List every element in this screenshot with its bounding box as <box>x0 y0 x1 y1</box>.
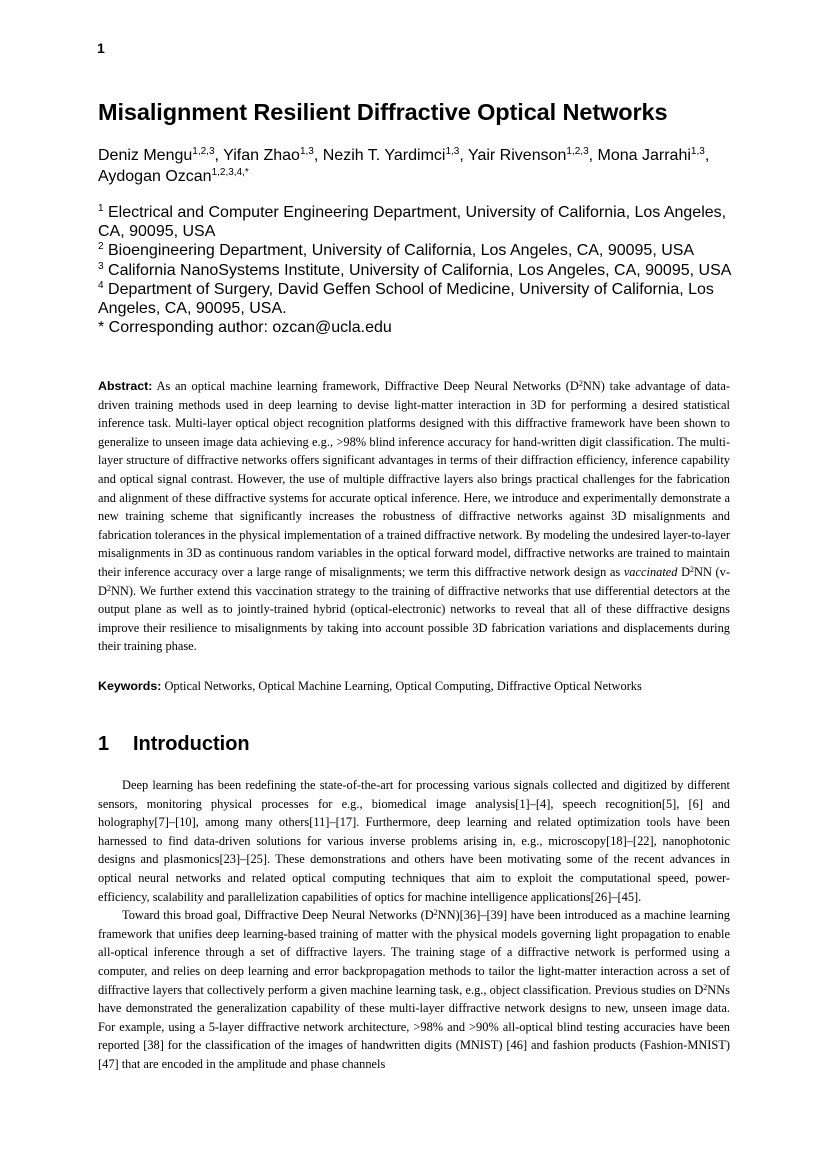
affiliation: $^3$ California NanoSystems Institute, University of California, Los Angeles, CA, 90095, USA <box>98 260 732 279</box>
paper-title: Misalignment Resilient Diffractive Optical Networks <box>98 99 668 125</box>
page-number: 1 <box>97 40 105 56</box>
author: Mona Jarrahi$^{1,3}$, <box>597 146 710 164</box>
introduction-body <box>98 776 730 1074</box>
keywords-label: Keywords: <box>98 679 162 693</box>
corresponding-author: * Corresponding author: ozcan@ucla.edu <box>98 319 392 337</box>
abstract: Abstract: As an optical machine learning framework, Diffractive Deep Neural Networks $(D^2NN)$ take advantage of data-driven training methods used in deep learning to devise light-matter interaction in 3D for performing a desired statistical inference task. Multi-layer optical object recognition platforms designed with this diffractive framework have been shown to generalize to unseen image data achieving e.g., >98% blind inference accuracy for hand-written digit classification. The multi-layer structure of diffractive networks offers significant advantages in terms of their diffraction efficiency, inference capability and optical signal contrast. However, the use of multiple diffractive layers also brings practical challenges for the fabrication and alignment of these diffractive systems for accurate optical inference. Here, we introduce and experimentally demonstrate a new training scheme that significantly increases the robustness of diffractive networks against 3D misalignments and fabrication tolerances in the physical implementation of a trained diffractive network. By modeling the undesired layer-to-layer misalignments in 3D as continuous random variables in the optical forward model, diffractive networks are trained to maintain their inference accuracy over a large range of misalignments; we term this diffractive network design as vaccinated $D^2NN$ $(v-D^2NN)$. We further extend this vaccination strategy to the training of diffractive networks that use differential detectors at the output plane as well as to jointly-trained hybrid (optical-electronic) networks to reveal that all of these diffractive designs improve their resilience to misalignments by taking into account possible 3D fabrication variations and displacements during their training phase. <box>98 379 730 654</box>
author: Aydogan Ozcan$^{1,2,3,4,*}$ <box>98 167 249 185</box>
section-heading <box>98 730 730 758</box>
affiliation: $^1$ Electrical and Computer Engineering Department, University of California, Los Angeles, CA, 90095, USA <box>98 203 727 241</box>
abstract-label: Abstract: <box>98 379 153 393</box>
author-list <box>98 145 738 187</box>
paragraph: Deep learning has been redefining the state-of-the-art for processing various signals collected and digitized by different sensors, monitoring physical processes for e.g., biomedical image analysis[1]–[4], speech recognition[5], [6] and holography[7]–[10], among many others[11]–[17]. Furthermore, deep learning and related optimization tools have been harnessed to find data-driven solutions for various inverse problems arising in, e.g., microscopy[18]–[22], nanophotonic designs and plasmonics[23]–[25]. These demonstrations and others have been motivating some of the recent advances in optical neural networks and related optical computing techniques that aim to exploit the computational speed, power-efficiency, scalability and parallelization capabilities of optics for machine intelligence applications[26]–[45]. <box>98 778 730 904</box>
affiliation: $^2$ Bioengineering Department, University of California, Los Angeles, CA, 90095, USA <box>98 241 695 260</box>
author: Yifan Zhao$^{1,3}$, <box>223 146 323 164</box>
section-title: Introduction <box>133 733 250 755</box>
section-number: 1 <box>98 733 110 755</box>
author: Yair Rivenson$^{1,2,3}$, <box>467 146 598 164</box>
affiliation: $^4$ Department of Surgery, David Geffen School of Medicine, University of California, Los Angeles, CA, 90095, USA. <box>98 279 714 318</box>
author: Nezih T. Yardimci$^{1,3}$, <box>322 146 468 164</box>
author: Deniz Mengu$^{1,2,3}$, <box>98 146 224 164</box>
keywords: Keywords: Optical Networks, Optical Machine Learning, Optical Computing, Diffractive Optical Networks <box>98 679 642 693</box>
affiliation-list <box>98 203 738 337</box>
paragraph: Toward this broad goal, Diffractive Deep Neural Networks $(D^2NN)[36]-[39]$ have been introduced as a machine learning framework that unifies deep learning-based training of matter with the physical models governing light propagation to enable all-optical inference through a set of diffractive layers. The training stage of a diffractive network is performed using a computer, and relies on deep learning and error backpropagation methods to tailor the light-matter interaction across a set of diffractive layers that collectively perform a given machine learning task, e.g., object classification. Previous studies on $D^2NNs$ have demonstrated the generalization capability of these multi-layer diffractive network designs to new, unseen image data. For example, using a 5-layer diffractive network architecture, >98% and >90% all-optical blind testing accuracies have been reported [38] for the classification of the images of handwritten digits (MNIST) [46] and fashion products (Fashion-MNIST) [47] that are encoded in the amplitude and phase channels <box>98 908 730 1071</box>
